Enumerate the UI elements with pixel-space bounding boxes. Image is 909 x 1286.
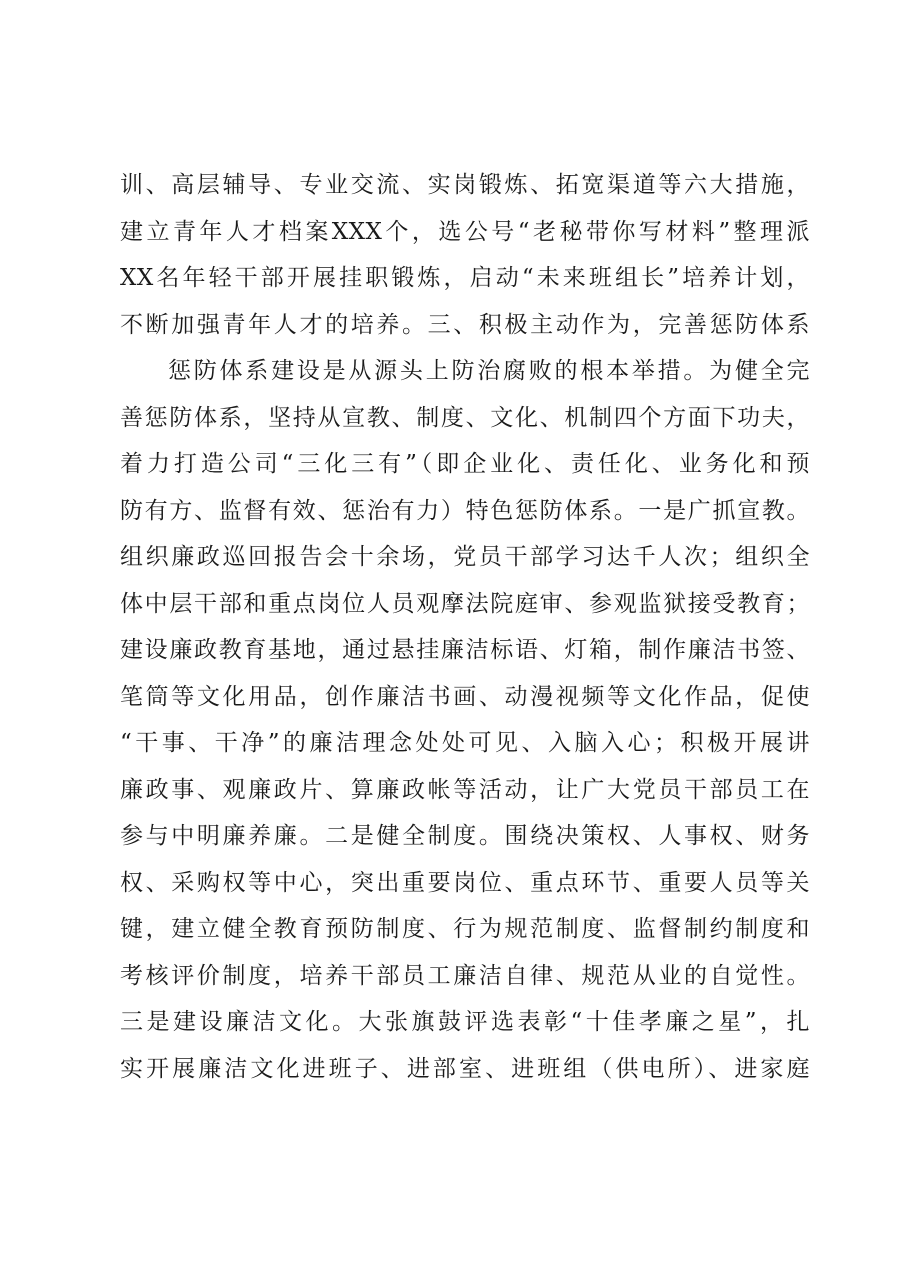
text-line-14: 廉政事、观廉政片、算廉政帐等活动，让广大党员干部员工在 bbox=[120, 776, 810, 803]
text-line-20: 实开展廉洁文化进班子、进部室、进班组（供电所）、进家庭 bbox=[120, 1055, 810, 1082]
text-line-13: “干事、干净”的廉洁理念处处可见、入脑入心；积极开展讲 bbox=[120, 730, 810, 756]
text-line-5: 惩防体系建设是从源头上防治腐败的根本举措。为健全完 bbox=[168, 358, 810, 384]
text-line-6: 善惩防体系，坚持从宣教、制度、文化、机制四个方面下功夫， bbox=[120, 404, 810, 431]
text-line-10: 体中层干部和重点岗位人员观摩法院庭审、参观监狱接受教育； bbox=[120, 590, 810, 617]
text-line-16: 权、采购权等中心，突出重要岗位、重点环节、重要人员等关 bbox=[120, 869, 810, 896]
text-line-8: 防有方、监督有效、惩治有力）特色惩防体系。一是广抓宣教。 bbox=[120, 497, 810, 524]
text-line-1: 训、高层辅导、专业交流、实岗锻炼、拓宽渠道等六大措施， bbox=[120, 172, 810, 198]
text-line-18: 考核评价制度，培养干部员工廉洁自律、规范从业的自觉性。 bbox=[120, 962, 810, 989]
text-line-17: 键，建立健全教育预防制度、行为规范制度、监督制约制度和 bbox=[120, 916, 810, 942]
text-line-3: XX名年轻干部开展挂职锻炼，启动“未来班组长”培养计划， bbox=[120, 265, 810, 291]
text-line-7: 着力打造公司“三化三有”（即企业化、责任化、业务化和预 bbox=[120, 451, 810, 477]
text-line-4: 不断加强青年人才的培养。三、积极主动作为，完善惩防体系 bbox=[120, 311, 810, 338]
body-text bbox=[120, 162, 810, 1092]
text-line-11: 建设廉政教育基地，通过悬挂廉洁标语、灯箱，制作廉洁书签、 bbox=[120, 637, 810, 663]
text-line-9: 组织廉政巡回报告会十余场，党员干部学习达千人次；组织全 bbox=[120, 544, 810, 570]
text-line-15: 参与中明廉养廉。二是健全制度。围绕决策权、人事权、财务 bbox=[120, 823, 810, 849]
text-line-12: 笔筒等文化用品，创作廉洁书画、动漫视频等文化作品，促使 bbox=[120, 683, 810, 710]
text-line-2: 建立青年人才档案XXX个，选公号“老秘带你写材料”整理派 bbox=[120, 218, 810, 245]
text-line-19: 三是建设廉洁文化。大张旗鼓评选表彰“十佳孝廉之星”，扎 bbox=[120, 1009, 810, 1035]
